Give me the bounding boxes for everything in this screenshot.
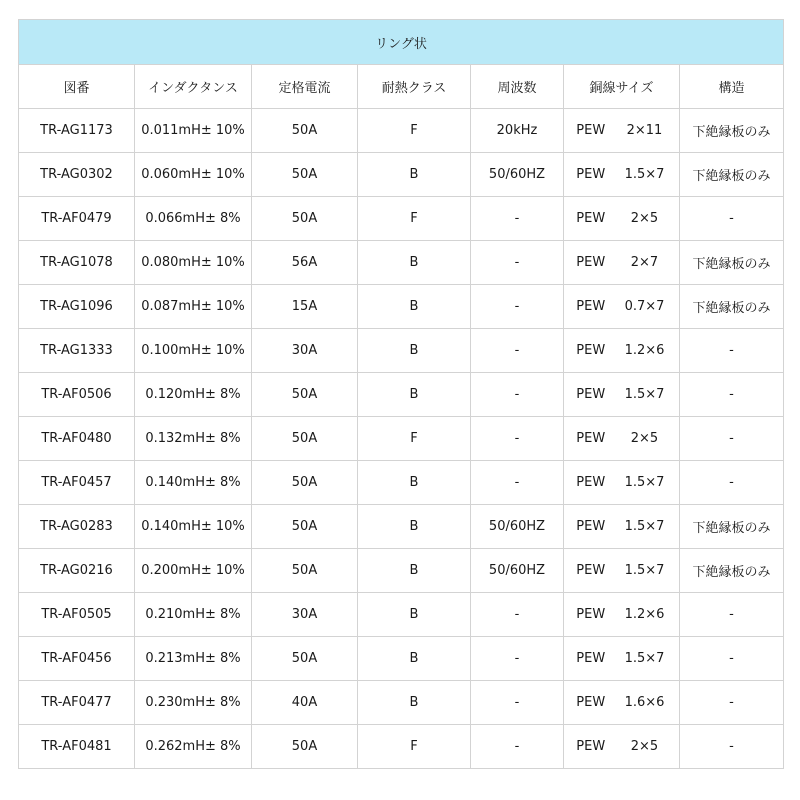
- wire-material: PEW: [576, 167, 606, 182]
- cell-part-number: TR-AF0479: [19, 197, 135, 241]
- cell-rated-current: 56A: [252, 241, 358, 285]
- cell-wire-size: [564, 153, 680, 197]
- cell-part-number: TR-AF0456: [19, 637, 135, 681]
- cell-structure: 下絶縁板のみ: [680, 549, 784, 593]
- wire-dimensions: 1.2×6: [624, 607, 665, 622]
- cell-wire-size: [564, 109, 680, 153]
- cell-part-number: TR-AG0283: [19, 505, 135, 549]
- cell-structure: -: [680, 373, 784, 417]
- wire-material: PEW: [576, 563, 606, 578]
- cell-structure: -: [680, 417, 784, 461]
- header-inductance: インダクタンス: [135, 65, 252, 109]
- cell-rated-current: 50A: [252, 637, 358, 681]
- wire-dimensions: 2×5: [630, 211, 659, 226]
- cell-inductance: 0.060mH± 10%: [135, 153, 252, 197]
- cell-wire-size: [564, 593, 680, 637]
- cell-rated-current: 50A: [252, 373, 358, 417]
- header-wire-size: 銅線サイズ: [564, 65, 680, 109]
- table-row: [19, 329, 784, 373]
- cell-part-number: TR-AF0505: [19, 593, 135, 637]
- cell-part-number: TR-AF0506: [19, 373, 135, 417]
- wire-dimensions: 1.5×7: [624, 387, 665, 402]
- cell-frequency: -: [471, 637, 564, 681]
- table-row: [19, 681, 784, 725]
- wire-material: PEW: [576, 695, 606, 710]
- wire-dimensions: 1.5×7: [624, 167, 665, 182]
- cell-inductance: 0.080mH± 10%: [135, 241, 252, 285]
- cell-rated-current: 30A: [252, 593, 358, 637]
- cell-inductance: 0.200mH± 10%: [135, 549, 252, 593]
- cell-structure: 下絶縁板のみ: [680, 241, 784, 285]
- cell-inductance: 0.087mH± 10%: [135, 285, 252, 329]
- cell-structure: 下絶縁板のみ: [680, 109, 784, 153]
- cell-inductance: 0.140mH± 8%: [135, 461, 252, 505]
- table-row: [19, 373, 784, 417]
- cell-wire-size: [564, 417, 680, 461]
- wire-dimensions: 1.5×7: [624, 651, 665, 666]
- cell-rated-current: 15A: [252, 285, 358, 329]
- header-frequency: 周波数: [471, 65, 564, 109]
- table-row: [19, 461, 784, 505]
- cell-frequency: -: [471, 725, 564, 769]
- wire-dimensions: 1.5×7: [624, 563, 665, 578]
- cell-heat-class: F: [358, 725, 471, 769]
- cell-structure: -: [680, 681, 784, 725]
- wire-material: PEW: [576, 343, 606, 358]
- cell-rated-current: 50A: [252, 725, 358, 769]
- cell-frequency: -: [471, 329, 564, 373]
- cell-frequency: -: [471, 197, 564, 241]
- cell-structure: -: [680, 725, 784, 769]
- cell-rated-current: 40A: [252, 681, 358, 725]
- header-part-number: 図番: [19, 65, 135, 109]
- cell-heat-class: F: [358, 417, 471, 461]
- title-row: [19, 20, 784, 65]
- cell-heat-class: F: [358, 109, 471, 153]
- table-row: [19, 285, 784, 329]
- wire-dimensions: 2×11: [626, 123, 663, 138]
- cell-rated-current: 30A: [252, 329, 358, 373]
- wire-dimensions: 2×5: [630, 739, 659, 754]
- wire-material: PEW: [576, 519, 606, 534]
- wire-material: PEW: [576, 607, 606, 622]
- cell-frequency: -: [471, 241, 564, 285]
- cell-inductance: 0.210mH± 8%: [135, 593, 252, 637]
- wire-material: PEW: [576, 387, 606, 402]
- wire-material: PEW: [576, 651, 606, 666]
- cell-frequency: -: [471, 593, 564, 637]
- cell-wire-size: [564, 285, 680, 329]
- wire-material: PEW: [576, 475, 606, 490]
- cell-structure: 下絶縁板のみ: [680, 505, 784, 549]
- cell-wire-size: [564, 461, 680, 505]
- cell-part-number: TR-AG1078: [19, 241, 135, 285]
- wire-dimensions: 2×5: [630, 431, 659, 446]
- cell-part-number: TR-AG0216: [19, 549, 135, 593]
- cell-frequency: 50/60HZ: [471, 549, 564, 593]
- wire-material: PEW: [576, 431, 606, 446]
- wire-dimensions: 1.5×7: [624, 519, 665, 534]
- header-heat-class: 耐熱クラス: [358, 65, 471, 109]
- cell-wire-size: [564, 241, 680, 285]
- cell-structure: -: [680, 329, 784, 373]
- table-row: [19, 241, 784, 285]
- cell-heat-class: B: [358, 373, 471, 417]
- cell-part-number: TR-AF0457: [19, 461, 135, 505]
- table-body: [19, 20, 784, 769]
- cell-structure: 下絶縁板のみ: [680, 285, 784, 329]
- cell-frequency: -: [471, 285, 564, 329]
- wire-dimensions: 1.6×6: [624, 695, 665, 710]
- cell-rated-current: 50A: [252, 505, 358, 549]
- cell-part-number: TR-AG0302: [19, 153, 135, 197]
- cell-frequency: -: [471, 681, 564, 725]
- cell-heat-class: B: [358, 153, 471, 197]
- cell-inductance: 0.140mH± 10%: [135, 505, 252, 549]
- cell-part-number: TR-AG1333: [19, 329, 135, 373]
- cell-heat-class: B: [358, 505, 471, 549]
- header-rated-current: 定格電流: [252, 65, 358, 109]
- cell-wire-size: [564, 637, 680, 681]
- table-row: [19, 505, 784, 549]
- cell-part-number: TR-AF0480: [19, 417, 135, 461]
- cell-rated-current: 50A: [252, 461, 358, 505]
- wire-material: PEW: [576, 255, 606, 270]
- cell-inductance: 0.262mH± 8%: [135, 725, 252, 769]
- wire-material: PEW: [576, 123, 606, 138]
- cell-heat-class: B: [358, 637, 471, 681]
- wire-dimensions: 0.7×7: [624, 299, 665, 314]
- cell-inductance: 0.213mH± 8%: [135, 637, 252, 681]
- cell-wire-size: [564, 681, 680, 725]
- cell-frequency: 20kHz: [471, 109, 564, 153]
- cell-part-number: TR-AF0477: [19, 681, 135, 725]
- cell-frequency: 50/60HZ: [471, 153, 564, 197]
- header-structure: 構造: [680, 65, 784, 109]
- cell-frequency: -: [471, 373, 564, 417]
- wire-dimensions: 1.5×7: [624, 475, 665, 490]
- cell-wire-size: [564, 549, 680, 593]
- cell-heat-class: B: [358, 549, 471, 593]
- cell-structure: -: [680, 637, 784, 681]
- cell-part-number: TR-AF0481: [19, 725, 135, 769]
- cell-structure: 下絶縁板のみ: [680, 153, 784, 197]
- cell-inductance: 0.230mH± 8%: [135, 681, 252, 725]
- cell-rated-current: 50A: [252, 109, 358, 153]
- cell-structure: -: [680, 461, 784, 505]
- cell-wire-size: [564, 505, 680, 549]
- cell-heat-class: F: [358, 197, 471, 241]
- cell-rated-current: 50A: [252, 417, 358, 461]
- cell-inductance: 0.100mH± 10%: [135, 329, 252, 373]
- wire-dimensions: 1.2×6: [624, 343, 665, 358]
- cell-heat-class: B: [358, 285, 471, 329]
- wire-material: PEW: [576, 739, 606, 754]
- cell-heat-class: B: [358, 681, 471, 725]
- cell-rated-current: 50A: [252, 153, 358, 197]
- table-row: [19, 725, 784, 769]
- cell-frequency: -: [471, 461, 564, 505]
- cell-heat-class: B: [358, 241, 471, 285]
- cell-frequency: -: [471, 417, 564, 461]
- cell-wire-size: [564, 373, 680, 417]
- table-title: リング状: [19, 20, 784, 65]
- table-row: [19, 109, 784, 153]
- wire-material: PEW: [576, 299, 606, 314]
- cell-wire-size: [564, 725, 680, 769]
- cell-wire-size: [564, 329, 680, 373]
- wire-dimensions: 2×7: [630, 255, 659, 270]
- wire-material: PEW: [576, 211, 606, 226]
- cell-heat-class: B: [358, 461, 471, 505]
- table-row: [19, 593, 784, 637]
- header-row: [19, 65, 784, 109]
- cell-part-number: TR-AG1173: [19, 109, 135, 153]
- cell-structure: -: [680, 593, 784, 637]
- cell-heat-class: B: [358, 593, 471, 637]
- cell-frequency: 50/60HZ: [471, 505, 564, 549]
- cell-inductance: 0.066mH± 8%: [135, 197, 252, 241]
- table-row: [19, 637, 784, 681]
- table-row: [19, 153, 784, 197]
- cell-inductance: 0.132mH± 8%: [135, 417, 252, 461]
- cell-part-number: TR-AG1096: [19, 285, 135, 329]
- table-row: [19, 417, 784, 461]
- cell-structure: -: [680, 197, 784, 241]
- spec-table: [18, 19, 784, 769]
- cell-inductance: 0.011mH± 10%: [135, 109, 252, 153]
- cell-rated-current: 50A: [252, 549, 358, 593]
- cell-heat-class: B: [358, 329, 471, 373]
- cell-rated-current: 50A: [252, 197, 358, 241]
- table-row: [19, 549, 784, 593]
- table-row: [19, 197, 784, 241]
- cell-wire-size: [564, 197, 680, 241]
- cell-inductance: 0.120mH± 8%: [135, 373, 252, 417]
